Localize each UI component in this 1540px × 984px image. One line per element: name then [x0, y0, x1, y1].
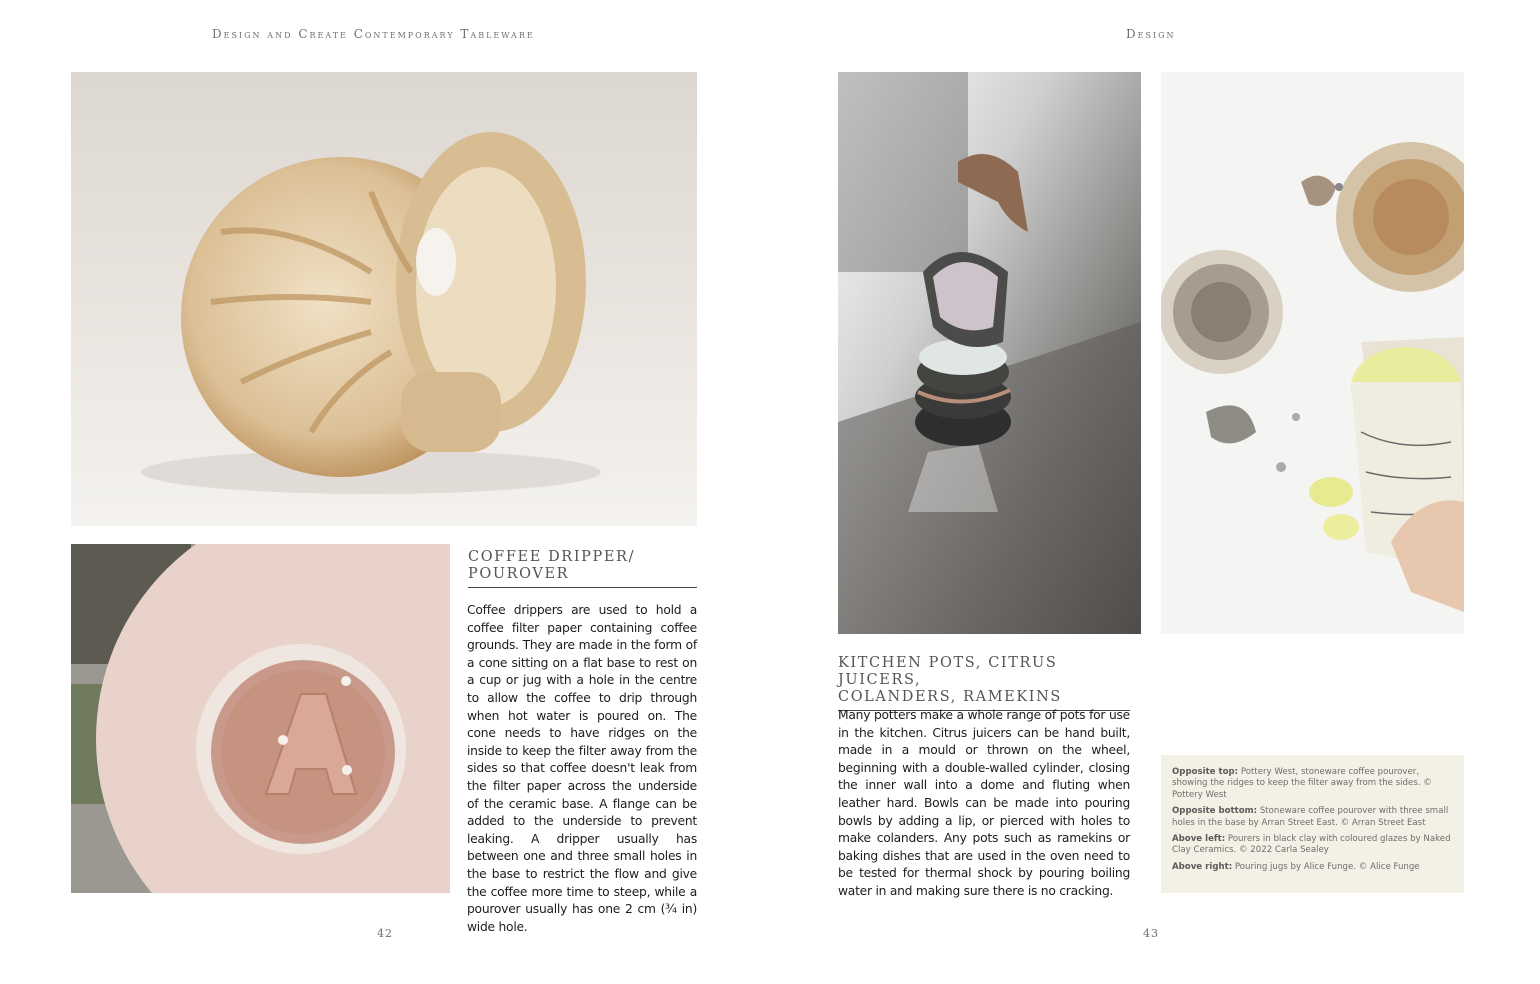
caption-opposite-top: [1172, 767, 1454, 801]
caption-above-right: [1172, 862, 1454, 873]
section-heading-coffee-dripper: [468, 549, 697, 588]
caption-text: Pourers in black clay with coloured glazes by Naked Clay Ceramics. © 2022 Carla Sealey: [1172, 834, 1451, 856]
running-head-left: Design and Create Contemporary Tableware: [212, 27, 535, 41]
photo-coffee-pourover-top: [71, 544, 450, 893]
page-number-left: 42: [377, 927, 393, 940]
caption-label: Above right:: [1172, 861, 1233, 872]
photo-black-clay-pourers: [838, 72, 1141, 634]
heading-line: COLANDERS, RAMEKINS: [838, 689, 1062, 705]
heading-line: KITCHEN POTS, CITRUS JUICERS,: [838, 655, 1058, 688]
body-text-coffee-dripper: Coffee drippers are used to hold a coffee filter paper containing coffee grounds. They are made in the form of a cone sitting on a flat base to rest on a cup or jug with a hole in the centre to allow the coffee to drip through when hot water is poured on. The cone needs to have ridges on the inside to keep the filter away from the sides so that coffee doesn't leak from the filter paper across the underside of the ceramic base. A flange can be added to the underside to prevent leaking. A dripper usually has between one and three small holes in the base to restrict the flow and give the coffee more time to steep, while a pourover usually has one 2 cm (¾ in) wide hole.: [467, 603, 697, 934]
caption-label: Above left:: [1172, 834, 1226, 845]
running-head-right: Design: [1126, 27, 1176, 41]
caption-label: Opposite bottom:: [1172, 806, 1258, 817]
caption-label: Opposite top:: [1172, 767, 1239, 777]
caption-text: Pouring jugs by Alice Funge. © Alice Funge: [1234, 861, 1420, 872]
caption-box: [1161, 755, 1464, 893]
caption-opposite-bottom: [1172, 806, 1454, 829]
caption-above-left: [1172, 834, 1454, 857]
photo-pouring-jugs: [1161, 72, 1464, 634]
page-number-right: 43: [1143, 927, 1159, 940]
section-heading-kitchen-pots: [838, 655, 1130, 711]
photo-coffee-pourover-side: [71, 72, 697, 526]
heading-line: COFFEE DRIPPER/: [468, 549, 636, 565]
caption-text: Stoneware coffee pourover with three small holes in the base by Arran Street East. © Arran Street East: [1172, 806, 1449, 828]
caption-text: Pottery West, stoneware coffee pourover, showing the ridges to keep the filter away from the sides. © Pottery West: [1172, 767, 1432, 800]
body-text-kitchen-pots: Many potters make a whole range of pots for use in the kitchen. Citrus juicers can be hand built, made in a mould or thrown on the wheel, beginning with a double-walled cylinder, closing the inner wall into a dome and fluting when leather hard. Bowls can be made into pouring bowls by adding a lip, or pierced with holes to make colanders. Any pots such as ramekins or baking dishes that are used in the oven need to be tested for thermal shock by pouring boiling water in and making sure there is no cracking.: [838, 708, 1130, 898]
heading-line: POUROVER: [468, 566, 570, 582]
